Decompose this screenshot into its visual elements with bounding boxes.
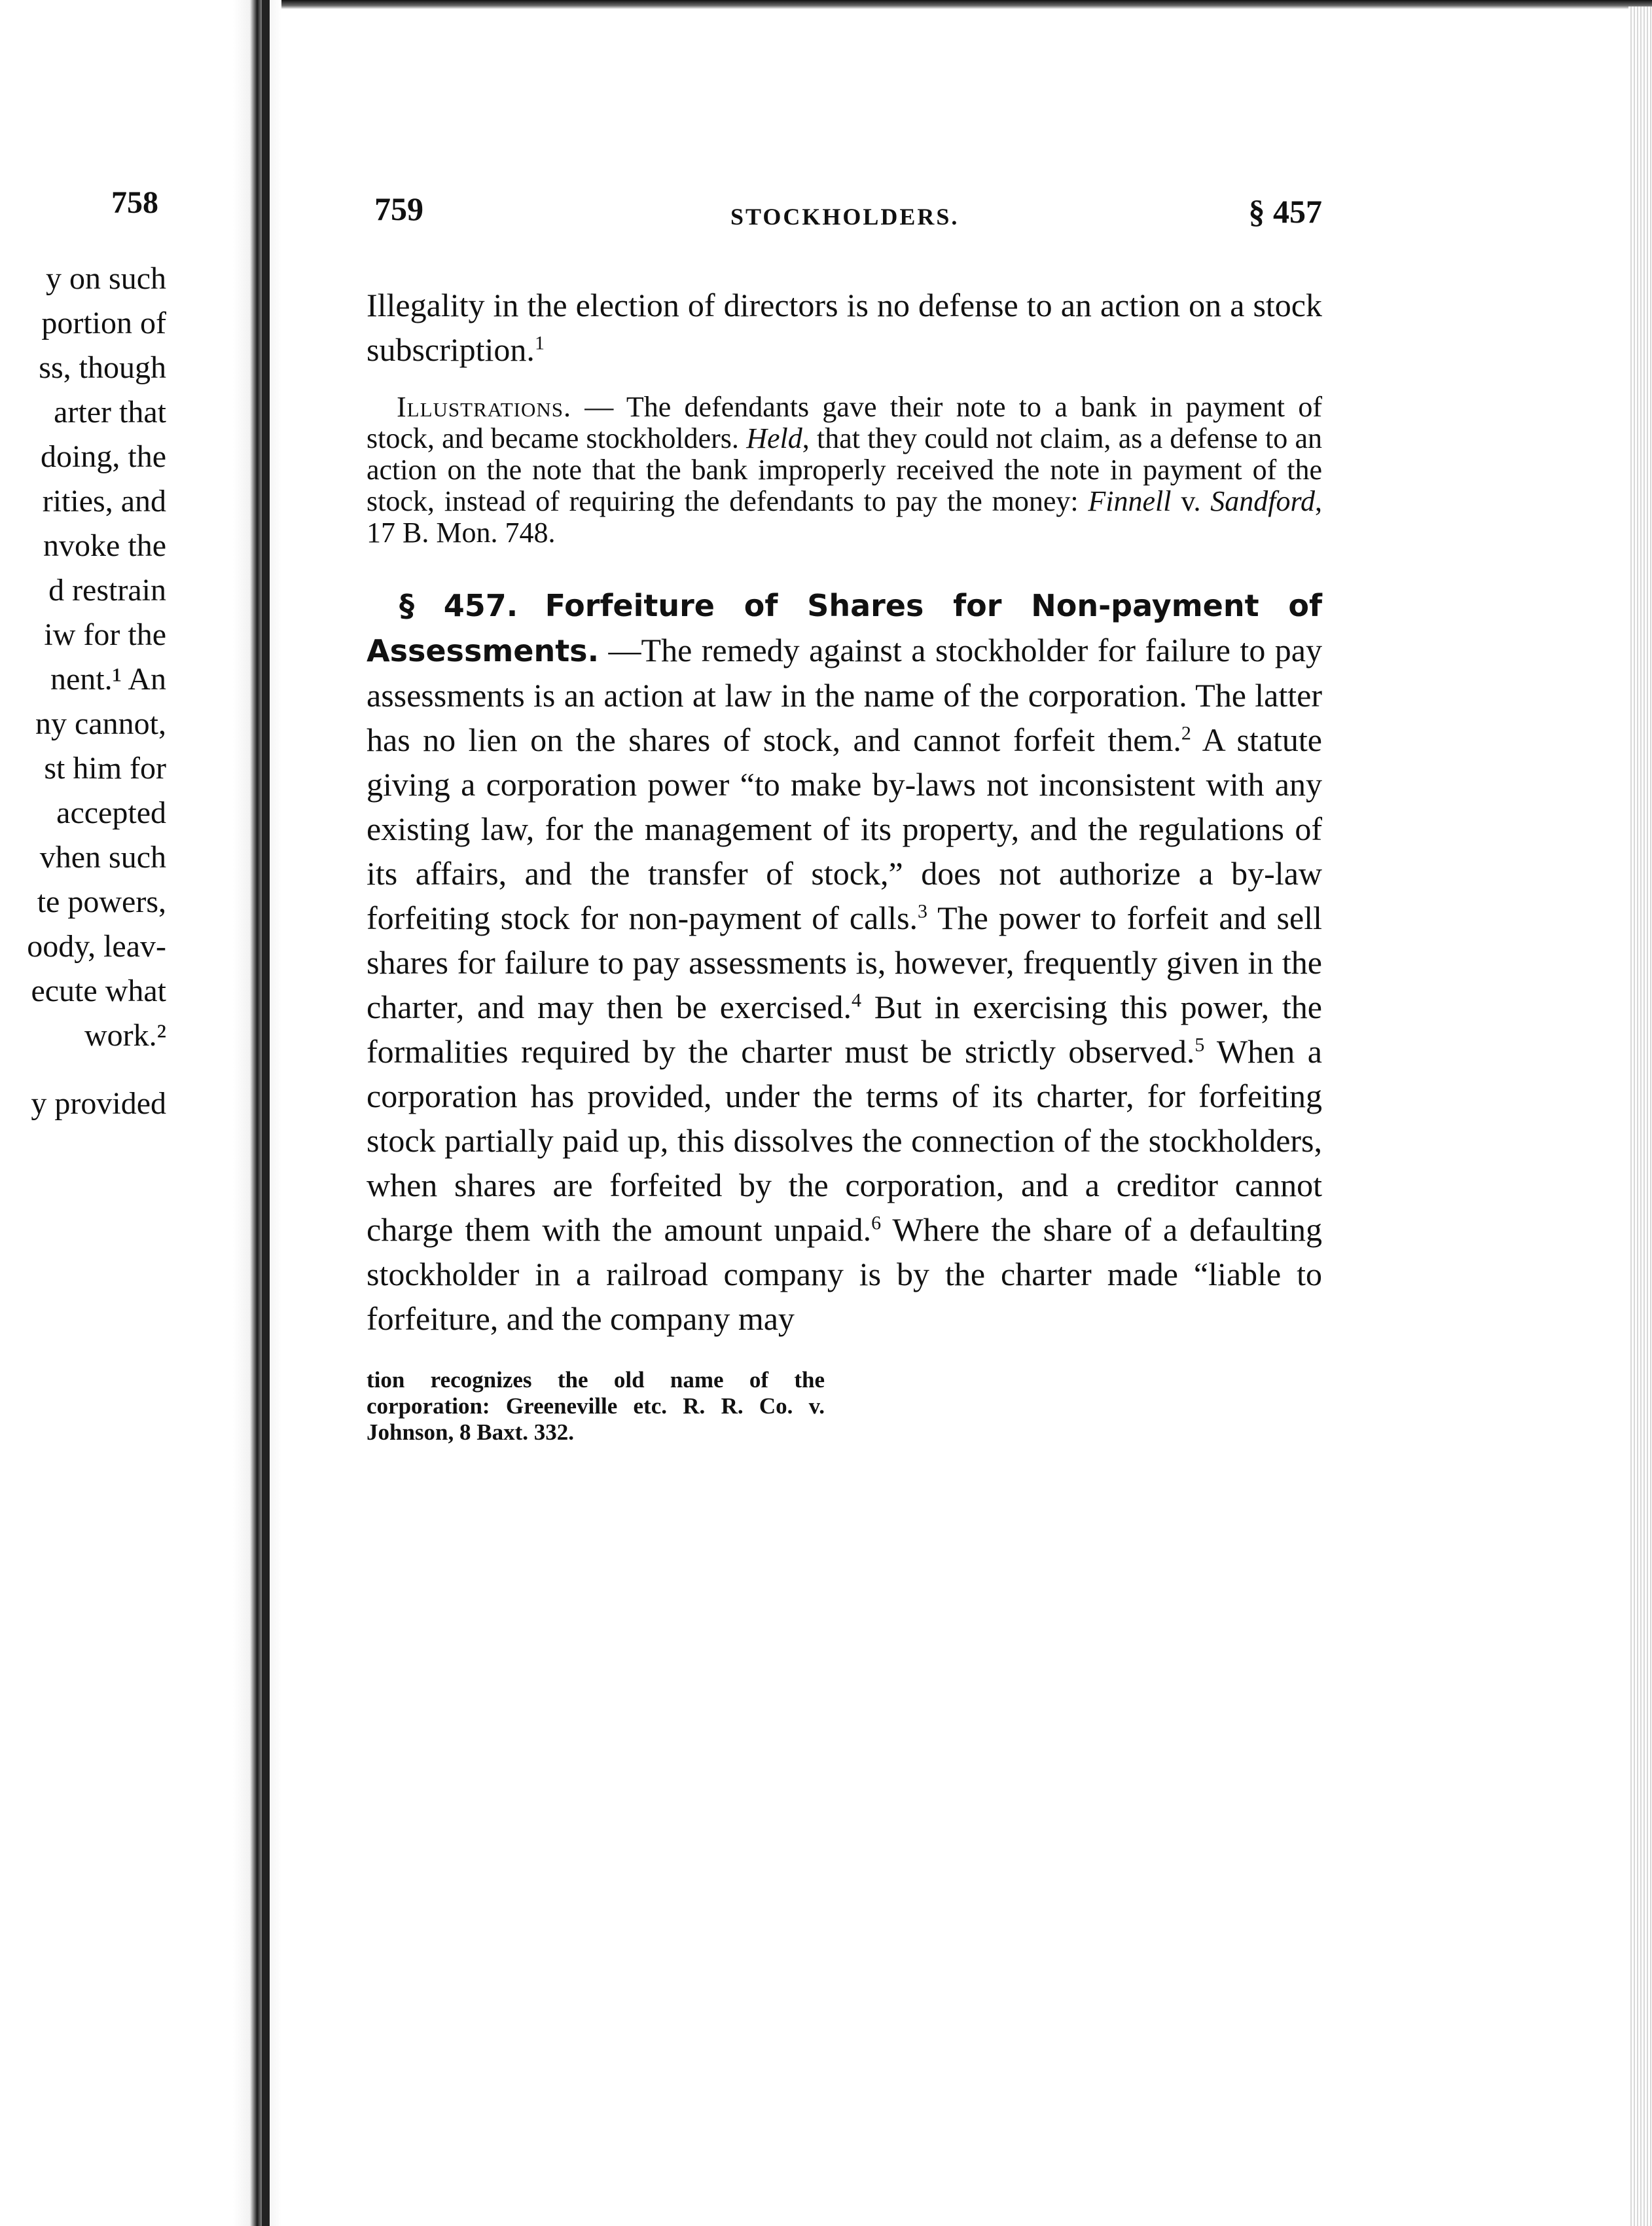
previous-page-line: oody, leav-	[27, 929, 166, 964]
page-edge-top	[281, 0, 1652, 9]
previous-page-line: ecute what	[31, 974, 166, 1008]
case-party: Finnell	[1088, 485, 1172, 517]
footnote-ref: 5	[1194, 1034, 1205, 1056]
footnote-ref: 3	[918, 900, 928, 922]
previous-page-line: y provided	[31, 1086, 166, 1121]
previous-page-line: rities, and	[42, 484, 166, 519]
illustration-paragraph: Illustrations. — The defendants gave their note to a bank in payment of stock, and became stockholders. Held, that they could not claim, as a defense to an action on the note that the bank improperly received the note in payment of the stock, instead of requiring the defendants to pay the money: Finnell v. Sandford, 17 B. Mon. 748.	[367, 391, 1323, 549]
previous-page-fragment	[0, 0, 177, 2226]
section-title: Forfeiture of Shares for Non-payment of Assessments.	[367, 588, 1322, 668]
previous-page-line: accepted	[56, 795, 166, 830]
previous-page-line: vhen such	[39, 840, 166, 875]
previous-page-line: te powers,	[37, 885, 166, 919]
page-edge-left	[262, 0, 270, 2226]
previous-page-line: arter that	[54, 395, 166, 429]
footnotes	[367, 1367, 1322, 1446]
page-header	[367, 190, 1322, 236]
previous-page-line: portion of	[41, 306, 166, 340]
book-spine-shadow	[233, 0, 281, 2226]
footnote-ref: 6	[871, 1212, 882, 1234]
footnote-ref: 1	[534, 332, 545, 354]
previous-page-line: doing, the	[41, 439, 166, 474]
book-page	[367, 190, 1322, 1446]
previous-page-line: ss, though	[39, 350, 166, 385]
footnote-carry-over: tion recognizes the old name of the corporation: Greeneville etc. R. R. Co. v. Johnson, 8 Baxt. 332.	[367, 1367, 825, 1445]
footnotes-left-column	[367, 1367, 825, 1446]
previous-page-line: nvoke the	[43, 528, 166, 563]
section-reference: § 457	[1248, 193, 1322, 230]
held-term: Held	[746, 422, 802, 454]
previous-page-number: 758	[111, 185, 158, 220]
previous-page-line: work.²	[84, 1018, 166, 1053]
footnotes-right-column	[864, 1367, 1322, 1446]
opening-paragraph: Illegality in the election of directors is no defense to an action on a stock subscription.$^1$	[367, 287, 1322, 368]
previous-page-line: d restrain	[48, 573, 166, 608]
previous-page-line: iw for the	[44, 617, 166, 652]
previous-page-line: ny cannot,	[35, 706, 166, 741]
illustration-label: Illustrations.	[397, 391, 571, 423]
page-stack-edge	[1628, 7, 1652, 2226]
footnote-ref: 4	[851, 989, 861, 1012]
footnote-ref: 2	[1181, 722, 1191, 744]
previous-page-line: st him for	[44, 751, 166, 786]
previous-page-line: y on such	[46, 261, 166, 296]
running-title: STOCKHOLDERS.	[730, 204, 960, 230]
page-number: 759	[374, 191, 423, 227]
previous-page-line: nent.¹ An	[50, 662, 166, 697]
case-party: Sandford	[1210, 485, 1315, 517]
section-number: § 457.	[399, 588, 518, 623]
section-457: § 457. Forfeiture of Shares for Non-payment of Assessments. —The remedy against a stockholder for failure to pay assessments is an action at law in the name of the corporation. The latter has no lien on the shares of stock, and cannot forfeit them.$^2$ A statute giving a corporation power “to make by-laws not inconsistent with any existing law, for the management of its property, and the regulations of its affairs, and the transfer of stock,” does not authorize a by-law forfeiting stock for non-payment of calls.$^3$ The power to forfeit and sell shares for failure to pay assessments is, however, frequently given in the charter, and may then be exercised.$^4$ But in exercising this power, the formalities required by the charter must be strictly observed.$^5$ When a corporation has provided, under the terms of its charter, for forfeiting stock partially paid up, this dissolves the connection of the stockholders, when shares are forfeited by the corporation, and a creditor cannot charge them with the amount unpaid.$^6$ Where the share of a defaulting stockholder in a railroad company is by the charter made “liable to forfeiture, and the company may	[367, 588, 1323, 1337]
